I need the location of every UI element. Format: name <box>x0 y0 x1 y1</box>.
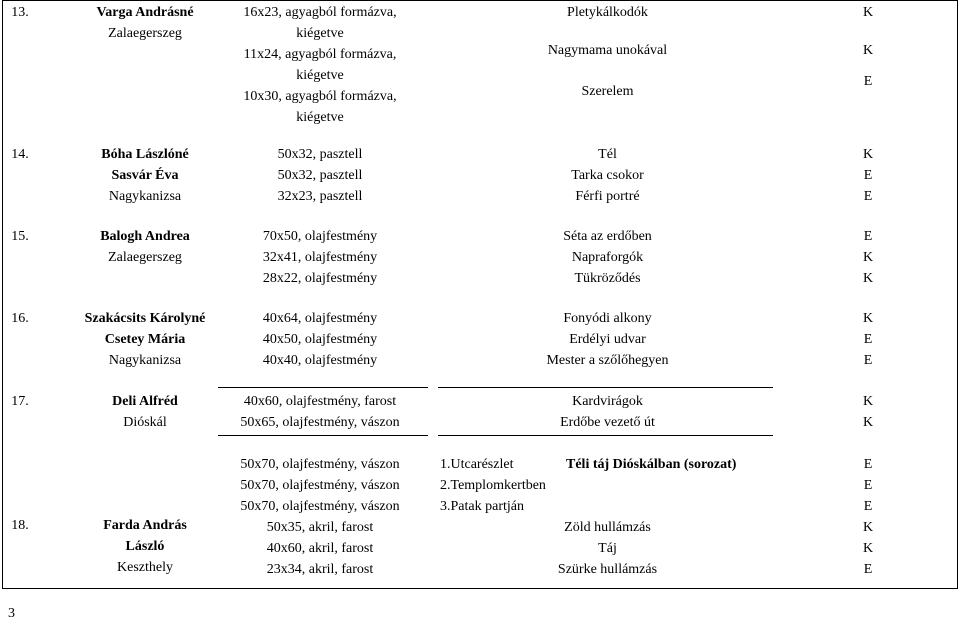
row-14-number: 14. <box>11 147 29 162</box>
mark: K <box>862 394 874 409</box>
dimension-line: 40x60, olajfestmény, farost <box>243 394 397 409</box>
row-13-mark-1: K <box>862 5 874 20</box>
row-18-dimensions <box>220 454 420 580</box>
row-13-artist <box>60 2 230 44</box>
dimension-line: 40x50, olajfestmény <box>262 332 378 347</box>
row-17-number: 17. <box>11 394 29 409</box>
row-14-artist <box>60 144 230 207</box>
dimension-line: 50x32, pasztell <box>277 168 363 183</box>
artist-city: Zalaegerszeg <box>108 250 182 265</box>
row-18-number: 18. <box>11 518 29 533</box>
row-17-artist <box>60 391 230 433</box>
dimension-line: 32x23, pasztell <box>277 189 363 204</box>
mark: E <box>863 499 873 514</box>
row-16-artist <box>60 308 230 371</box>
row-17-titles <box>440 391 775 433</box>
artwork-title: Kardvirágok <box>572 394 643 409</box>
dimension-line: 50x32, pasztell <box>277 147 363 162</box>
page-number: 3 <box>8 606 15 621</box>
artist-city: Nagykanizsa <box>108 189 182 204</box>
row-13-mark-3: E <box>863 74 873 89</box>
artist-city: Dióskál <box>123 415 167 430</box>
dimension-line: 50x65, olajfestmény, vászon <box>240 415 400 430</box>
row-14-dimensions <box>220 144 420 207</box>
artwork-title: Tükröződés <box>574 271 641 286</box>
table-border-left <box>2 0 3 588</box>
row-16-dimensions <box>220 308 420 371</box>
artwork-title: Táj <box>598 541 617 556</box>
row-13-mark-2: K <box>862 43 874 58</box>
dimension-line: 50x70, olajfestmény, vászon <box>240 457 400 472</box>
dimension-line: kiégetve <box>296 26 344 41</box>
dimension-line: 70x50, olajfestmény <box>262 229 378 244</box>
series-item: 2.Templomkertben <box>440 478 546 493</box>
artwork-title: Napraforgók <box>571 250 644 265</box>
artist-name: Balogh Andrea <box>100 229 190 244</box>
rule-row17-titles-top <box>438 387 773 388</box>
artwork-title: Zöld hullámzás <box>564 520 651 535</box>
row-15-number: 15. <box>11 229 29 244</box>
artwork-title: Szürke hullámzás <box>557 562 658 577</box>
table-bottom-border <box>2 588 958 589</box>
row-18-artist <box>60 515 230 578</box>
artist-name: László <box>125 539 165 554</box>
row-18-series-items <box>440 454 560 517</box>
mark: K <box>862 147 874 162</box>
dimension-line: 50x35, akril, farost <box>266 520 374 535</box>
mark: K <box>862 271 874 286</box>
dimension-line: kiégetve <box>296 110 344 125</box>
mark: E <box>863 189 873 204</box>
rule-row17-dims <box>218 387 428 388</box>
row-16-titles <box>440 308 775 371</box>
mark: K <box>862 541 874 556</box>
artist-name: Varga Andrásné <box>96 5 194 20</box>
row-15-artist <box>60 226 230 268</box>
artwork-title: Férfi portré <box>575 189 640 204</box>
row-18-marks <box>858 454 878 580</box>
row-14-titles <box>440 144 775 207</box>
artist-city: Keszthely <box>117 560 173 575</box>
artwork-title: Erdélyi udvar <box>569 332 646 347</box>
mark: E <box>863 168 873 183</box>
dimension-line: 10x30, agyagból formázva, <box>243 89 397 104</box>
table-top-border <box>2 0 958 1</box>
mark: E <box>863 353 873 368</box>
dimension-line: 28x22, olajfestmény <box>262 271 378 286</box>
row-14-marks <box>858 144 878 207</box>
row-16-marks <box>858 308 878 371</box>
artwork-title: Tarka csokor <box>571 168 644 183</box>
mark: E <box>863 478 873 493</box>
dimension-line: 50x70, olajfestmény, vászon <box>240 499 400 514</box>
mark: K <box>862 415 874 430</box>
mark: K <box>862 311 874 326</box>
artwork-title: Mester a szőlőhegyen <box>546 353 669 368</box>
dimension-line: 40x64, olajfestmény <box>262 311 378 326</box>
dimension-line: kiégetve <box>296 68 344 83</box>
rule-row17-dims-bottom <box>218 435 428 436</box>
artwork-title: Erdőbe vezető út <box>560 415 655 430</box>
dimension-line: 40x40, olajfestmény <box>262 353 378 368</box>
artist-name: Sasvár Éva <box>111 168 179 183</box>
mark: K <box>862 250 874 265</box>
artist-name: Deli Alfréd <box>112 394 178 409</box>
row-13-dimensions <box>220 2 420 128</box>
row-13-title-3: Szerelem <box>581 84 634 99</box>
row-15-dimensions <box>220 226 420 289</box>
row-15-titles <box>440 226 775 289</box>
dimension-line: 23x34, akril, farost <box>266 562 374 577</box>
mark: K <box>862 520 874 535</box>
dimension-line: 16x23, agyagból formázva, <box>243 5 397 20</box>
row-18-titles <box>440 517 775 580</box>
artwork-title: Fonyódi alkony <box>563 311 652 326</box>
dimension-line: 40x60, akril, farost <box>266 541 374 556</box>
artwork-title: Séta az erdőben <box>563 229 652 244</box>
artwork-title: Tél <box>598 147 617 162</box>
row-17-marks <box>858 391 878 433</box>
row-17-dimensions <box>220 391 420 433</box>
artist-name: Csetey Mária <box>104 332 186 347</box>
row-16-number: 16. <box>11 311 29 326</box>
row-18-series-heading: Téli táj Dióskálban (sorozat) <box>566 457 737 472</box>
row-13-title-1: Pletykálkodók <box>567 5 648 20</box>
artist-city: Nagykanizsa <box>108 353 182 368</box>
mark: E <box>863 457 873 472</box>
dimension-line: 32x41, olajfestmény <box>262 250 378 265</box>
mark: E <box>863 229 873 244</box>
series-item: 3.Patak partján <box>440 499 524 514</box>
mark: E <box>863 332 873 347</box>
row-13-title-2: Nagymama unokával <box>547 43 668 58</box>
row-15-marks <box>858 226 878 289</box>
row-13-number: 13. <box>11 5 29 20</box>
artist-name: Szakácsits Károlyné <box>84 311 206 326</box>
table-border-right <box>957 0 958 588</box>
artist-city: Zalaegerszeg <box>108 26 182 41</box>
dimension-line: 50x70, olajfestmény, vászon <box>240 478 400 493</box>
mark: E <box>863 562 873 577</box>
series-item: 1.Utcarészlet <box>440 457 514 472</box>
artist-name: Bóha Lászlóné <box>101 147 189 162</box>
rule-row17-titles-bottom <box>438 435 773 436</box>
artist-name: Farda András <box>103 518 187 533</box>
dimension-line: 11x24, agyagból formázva, <box>243 47 397 62</box>
